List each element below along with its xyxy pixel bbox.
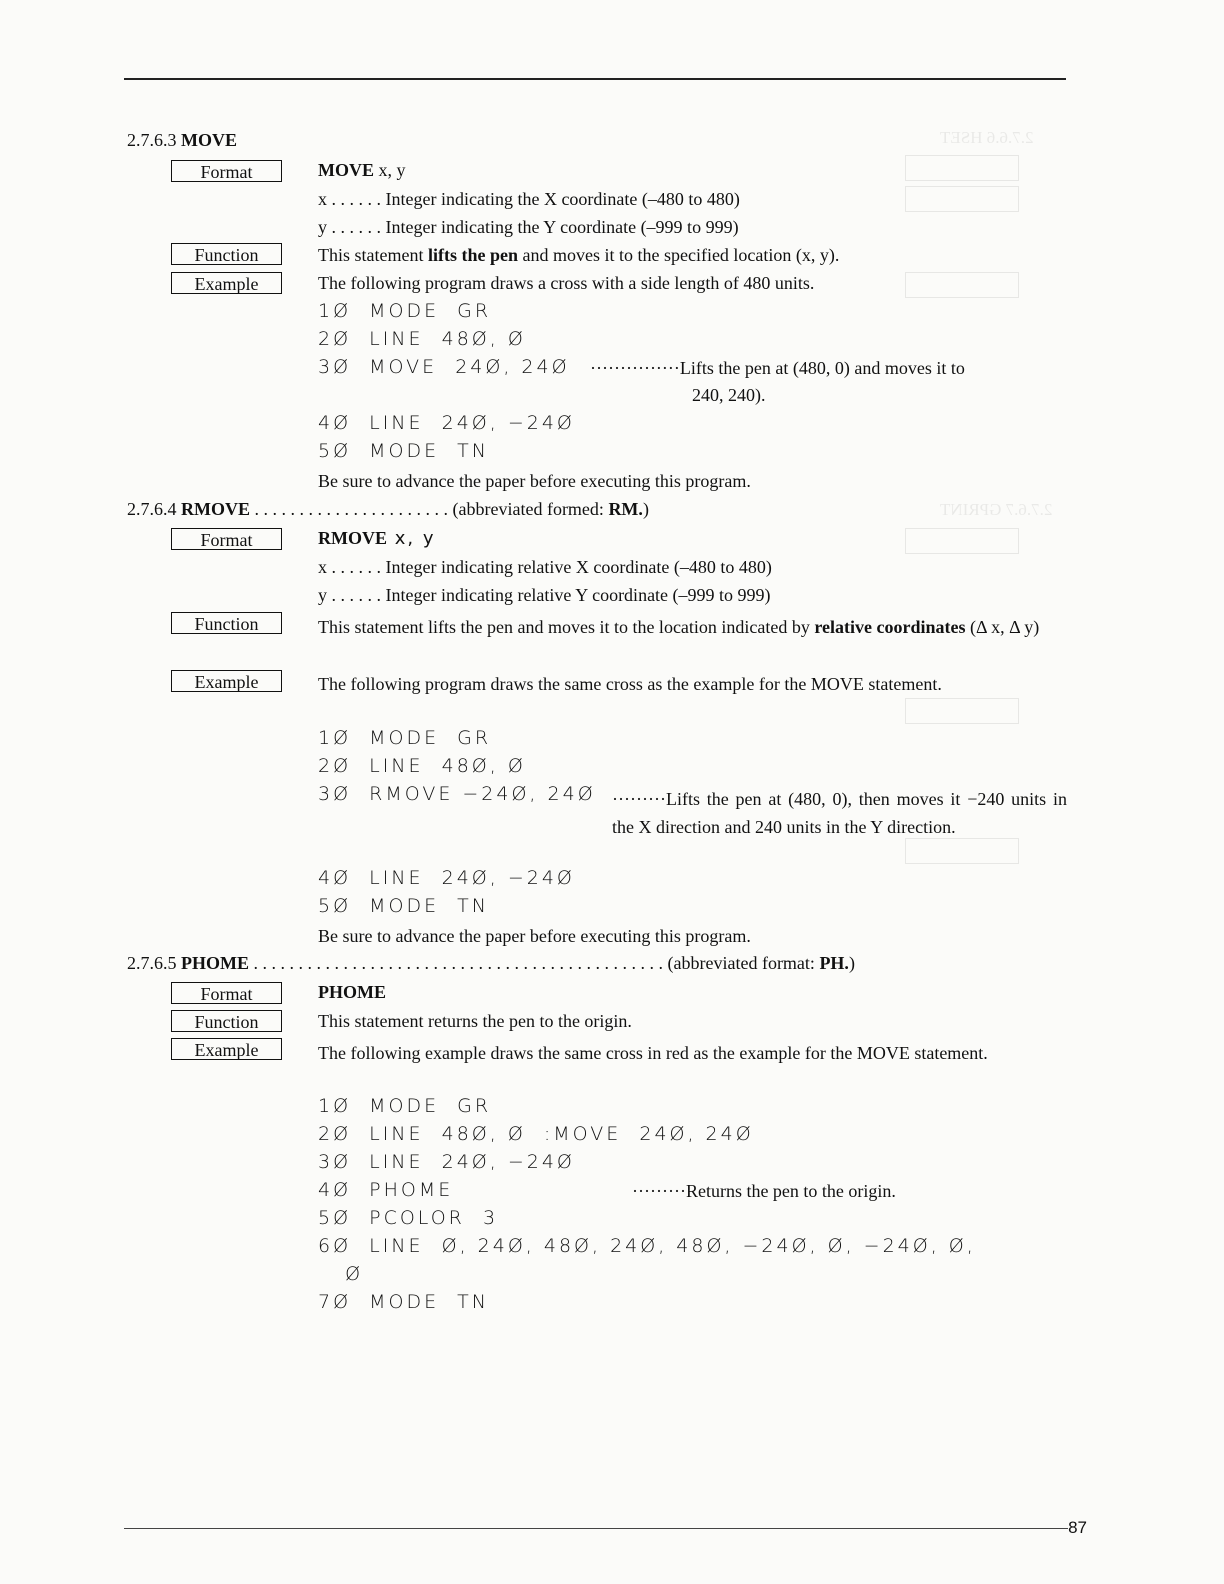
code-annotation: ·········Returns the pen to the origin. (632, 1181, 896, 1201)
example-description: The following program draws the same cross as the example for the MOVE statement. (318, 674, 942, 694)
code-line: 5Ø PCOLOR 3 (318, 1207, 499, 1229)
code-line: 4Ø LINE 24Ø, −24Ø (318, 412, 575, 434)
code-line: 5Ø MODE TN (318, 440, 490, 462)
section-heading-rmove: 2.7.6.4 RMOVE . . . . . . . . . . . . . . . . . . . . . . (abbreviated formed: RM.) (127, 499, 649, 519)
advance-paper-note: Be sure to advance the paper before executing this program. (318, 471, 751, 491)
format-label: Format (171, 160, 282, 182)
code-line: Ø (318, 1263, 364, 1285)
example-label: Example (171, 272, 282, 294)
code-line: 4Ø PHOME (318, 1179, 454, 1201)
function-description: This statement lifts the pen and moves it to the location indicated by relative coordinates (Δ x, Δ y) (318, 617, 1040, 637)
code-line: 2Ø LINE 48Ø, Ø (318, 755, 526, 777)
param-y-description: y . . . . . . Integer indicating relative Y coordinate (–999 to 999) (318, 585, 771, 605)
bottom-rule (124, 1528, 1068, 1529)
code-line: 3Ø RMOVE −24Ø, 24Ø (318, 783, 596, 805)
section-heading-move: 2.7.6.3 MOVE (127, 130, 237, 150)
page-number: 87 (1068, 1518, 1087, 1537)
format-label: Format (171, 528, 282, 550)
code-line: 3Ø LINE 24Ø, −24Ø (318, 1151, 575, 1173)
code-line: 1Ø MODE GR (318, 1095, 492, 1117)
format-label: Format (171, 982, 282, 1004)
code-line: 2Ø LINE 48Ø, Ø :MOVE 24Ø, 24Ø (318, 1123, 754, 1145)
param-x-description: x . . . . . . Integer indicating the X coordinate (–480 to 480) (318, 189, 740, 209)
code-annotation: ···············Lifts the pen at (480, 0) and moves it to (590, 358, 965, 378)
function-label: Function (171, 1010, 282, 1032)
function-label: Function (171, 243, 282, 265)
code-line: 6Ø LINE Ø, 24Ø, 48Ø, 24Ø, 48Ø, −24Ø, Ø, −24Ø, Ø, (318, 1235, 976, 1257)
format-syntax: PHOME (318, 982, 386, 1002)
example-description: The following program draws a cross with a side length of 480 units. (318, 273, 815, 293)
code-line: 7Ø MODE TN (318, 1291, 490, 1313)
format-syntax: MOVE x, y (318, 160, 406, 180)
section-heading-phome: 2.7.6.5 PHOME . . . . . . . . . . . . . . . . . . . . . . . . . . . . . . . . . . . . . . . . . . . . . . (abbreviated format: PH.) (127, 953, 855, 973)
code-line: 3Ø MOVE 24Ø, 24Ø (318, 356, 570, 378)
code-annotation-cont: 240, 240). (692, 385, 766, 405)
code-annotation: ·········Lifts the pen at (480, 0), then moves it −240 units in the X direction and 240 units in the Y direction. (612, 789, 1067, 837)
function-description: This statement lifts the pen and moves it to the specified location (x, y). (318, 245, 840, 265)
example-label: Example (171, 670, 282, 692)
code-line: 2Ø LINE 48Ø, Ø (318, 328, 526, 350)
advance-paper-note: Be sure to advance the paper before executing this program. (318, 926, 751, 946)
top-rule (124, 78, 1066, 80)
code-line: 4Ø LINE 24Ø, −24Ø (318, 867, 575, 889)
function-description: This statement returns the pen to the origin. (318, 1011, 632, 1031)
example-label: Example (171, 1038, 282, 1060)
format-syntax: RMOVE x, y (318, 528, 436, 549)
param-y-description: y . . . . . . Integer indicating the Y coordinate (–999 to 999) (318, 217, 739, 237)
code-line: 5Ø MODE TN (318, 895, 490, 917)
code-line: 1Ø MODE GR (318, 300, 492, 322)
function-label: Function (171, 612, 282, 634)
code-line: 1Ø MODE GR (318, 727, 492, 749)
example-description: The following example draws the same cross in red as the example for the MOVE statement. (318, 1043, 988, 1063)
param-x-description: x . . . . . . Integer indicating relative X coordinate (–480 to 480) (318, 557, 772, 577)
